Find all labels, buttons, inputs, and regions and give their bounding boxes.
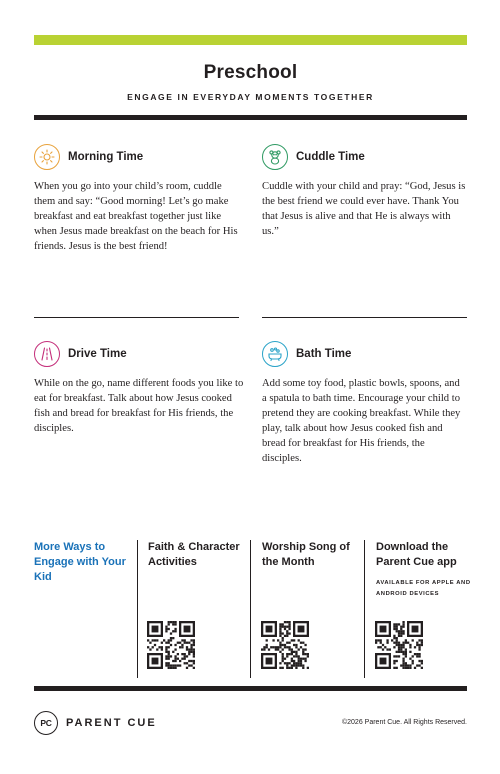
more-ways-heading: More Ways to Engage with Your Kid [34,541,126,583]
qr-code-faith-activities[interactable] [147,621,195,669]
section-body: While on the go, name different foods you like to eat for breakfast. Talk about how Jesus cooked fish and bread for breakfast for His friends, the disciples. [34,378,244,434]
copyright-notice: ©2026 Parent Cue. All Rights Reserved. [341,719,467,726]
section-header [34,341,244,367]
column-divider [364,540,365,678]
page-title: Preschool [203,62,298,83]
section-title: Bath Time [296,348,352,360]
footer-divider [34,686,467,691]
logo-mark: PC [34,711,58,735]
section-cuddle-time [262,144,467,239]
section-header [34,144,244,170]
road-icon [34,341,60,367]
section-bath-time [262,341,467,466]
faith-activities-title: Faith & Character Activities [148,541,240,568]
page-subtitle: ENGAGE IN EVERYDAY MOMENTS TOGETHER [127,92,374,102]
accent-bar [34,35,467,45]
download-app-title: Download the Parent Cue app [376,541,457,568]
section-header [262,341,467,367]
column-divider [250,540,251,678]
section-morning-time [34,144,244,254]
teddy-bear-icon [262,144,288,170]
section-divider [262,317,467,318]
column-divider [137,540,138,678]
section-title: Drive Time [68,348,127,360]
section-drive-time [34,341,244,436]
header-divider [34,115,467,120]
parent-cue-logo [34,711,157,735]
worship-song-title: Worship Song of the Month [262,541,350,568]
section-body: Add some toy food, plastic bowls, spoons, and a spatula to bath time. Encourage your child to pretend they are cooking breakfast. While they play, talk about how Jesus cooked fish and bread for breakfast for His friends, the disciples. [262,378,461,464]
more-ways-column [34,540,128,678]
qr-code-download-app[interactable] [375,621,423,669]
section-title: Morning Time [68,151,144,163]
sun-icon [34,144,60,170]
bathtub-icon [262,341,288,367]
section-title: Cuddle Time [296,151,365,163]
section-body: When you go into your child’s room, cuddle them and say: “Good morning! Let’s go make breakfast and eat breakfast together just like when Jesus made breakfast on the beach for His friends. Jesus is the best friend! [34,181,238,252]
section-body: Cuddle with your child and pray: “God, Jesus is the best friend we could ever have. Thank You that Jesus is alive and that He is always with us.” [262,181,466,237]
section-divider [34,317,239,318]
section-header [262,144,467,170]
app-availability-note: AVAILABLE FOR APPLE AND ANDROID DEVICES [376,580,471,597]
qr-code-worship-song[interactable] [261,621,309,669]
logo-wordmark: PARENT CUE [66,717,157,729]
